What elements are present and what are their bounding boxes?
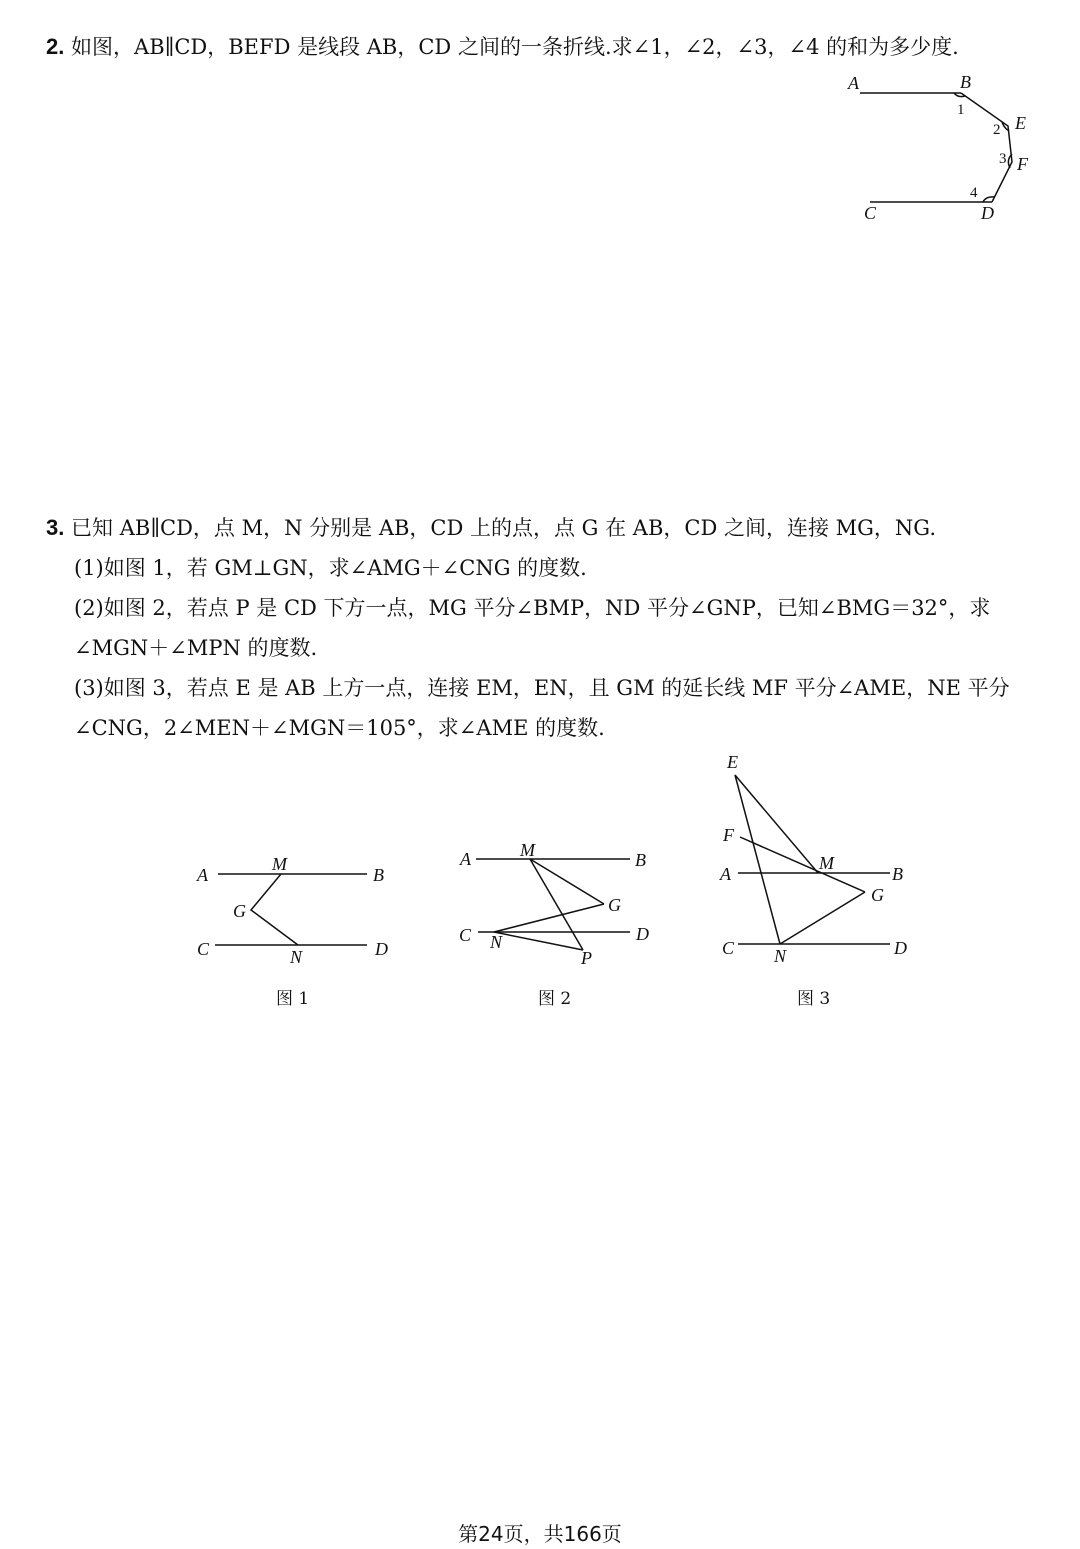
question-3-part-3-line-1: (3)如图 3，若点 E 是 AB 上方一点，连接 EM，EN，且 GM 的延长线 MF 平分∠AME，NE 平分 — [74, 676, 1010, 700]
fig2-label-n: N — [490, 932, 503, 952]
q3-figure-2 — [459, 840, 649, 968]
question-3-intro-text: 已知 AB∥CD，点 M，N 分别是 AB，CD 上的点，点 G 在 AB，CD 之间，连接 MG，NG. — [71, 516, 937, 540]
fig2-label-p: P — [581, 948, 592, 968]
fig1-label-c: C — [197, 939, 210, 959]
q3-figure-1 — [196, 854, 388, 967]
fig2-segment-gn — [494, 904, 604, 932]
q2-label-e: E — [1015, 113, 1026, 133]
fig2-label-c: C — [459, 925, 472, 945]
page-number: 第24页，共166页 — [458, 1522, 622, 1546]
q2-label-a: A — [848, 73, 859, 93]
fig3-label-e: E — [727, 752, 738, 772]
fig1-caption: 图 1 — [276, 989, 310, 1009]
fig2-segment-mp — [530, 859, 583, 950]
question-3-part-2-line-2: ∠MGN＋∠MPN 的度数. — [74, 636, 318, 660]
fig2-label-d: D — [636, 924, 649, 944]
fig1-label-g: G — [233, 901, 246, 921]
fig2-segment-np — [494, 932, 583, 950]
q2-figure — [840, 70, 1040, 230]
fig3-segment-en — [735, 775, 780, 944]
fig1-label-b: B — [373, 865, 384, 885]
question-2-number: 2. — [46, 34, 65, 59]
question-3-number: 3. — [46, 515, 65, 540]
q2-label-angle-4: 4 — [970, 185, 978, 201]
fig2-label-b: B — [635, 850, 646, 870]
fig3-label-f: F — [723, 825, 734, 845]
question-2-text: 如图，AB∥CD，BEFD 是线段 AB，CD 之间的一条折线.求∠1，∠2，∠3，∠4 的和为多少度. — [71, 35, 959, 59]
q2-polyline-befd — [961, 93, 1012, 202]
fig2-segment-mg — [530, 859, 604, 904]
fig3-label-g: G — [871, 885, 884, 905]
fig1-label-a: A — [197, 865, 208, 885]
fig2-label-a: A — [460, 849, 471, 869]
fig1-label-m: M — [272, 854, 287, 874]
question-3-intro — [46, 508, 936, 548]
fig3-label-c: C — [722, 938, 735, 958]
q2-label-angle-2: 2 — [993, 122, 1001, 138]
fig3-label-d: D — [894, 938, 907, 958]
fig1-polyline-mgn — [251, 874, 298, 945]
q2-label-f: F — [1017, 154, 1028, 174]
q3-figure-3 — [719, 752, 907, 966]
question-3-part-1: (1)如图 1，若 GM⊥GN，求∠AMG＋∠CNG 的度数. — [74, 556, 587, 580]
question-3-part-2-line-1: (2)如图 2，若点 P 是 CD 下方一点，MG 平分∠BMP，ND 平分∠GNP，已知∠BMG＝32°，求 — [74, 596, 991, 620]
q2-label-angle-3: 3 — [999, 151, 1007, 167]
fig3-caption: 图 3 — [797, 989, 831, 1009]
fig1-label-n: N — [290, 947, 303, 967]
fig2-label-g: G — [608, 895, 621, 915]
fig3-label-a: A — [720, 864, 731, 884]
q2-label-b: B — [960, 72, 971, 92]
q2-label-d: D — [981, 203, 994, 223]
fig3-label-b: B — [892, 864, 903, 884]
fig1-label-d: D — [375, 939, 388, 959]
fig2-label-m: M — [520, 840, 535, 860]
fig2-caption: 图 2 — [538, 989, 572, 1009]
fig3-label-n: N — [774, 946, 787, 966]
fig3-segment-gn — [780, 892, 865, 944]
q2-label-c: C — [864, 203, 877, 223]
fig3-label-m: M — [819, 853, 834, 873]
question-2 — [46, 27, 959, 67]
question-3-part-3-line-2: ∠CNG，2∠MEN＋∠MGN＝105°，求∠AME 的度数. — [74, 716, 605, 740]
q2-label-angle-1: 1 — [957, 102, 965, 118]
